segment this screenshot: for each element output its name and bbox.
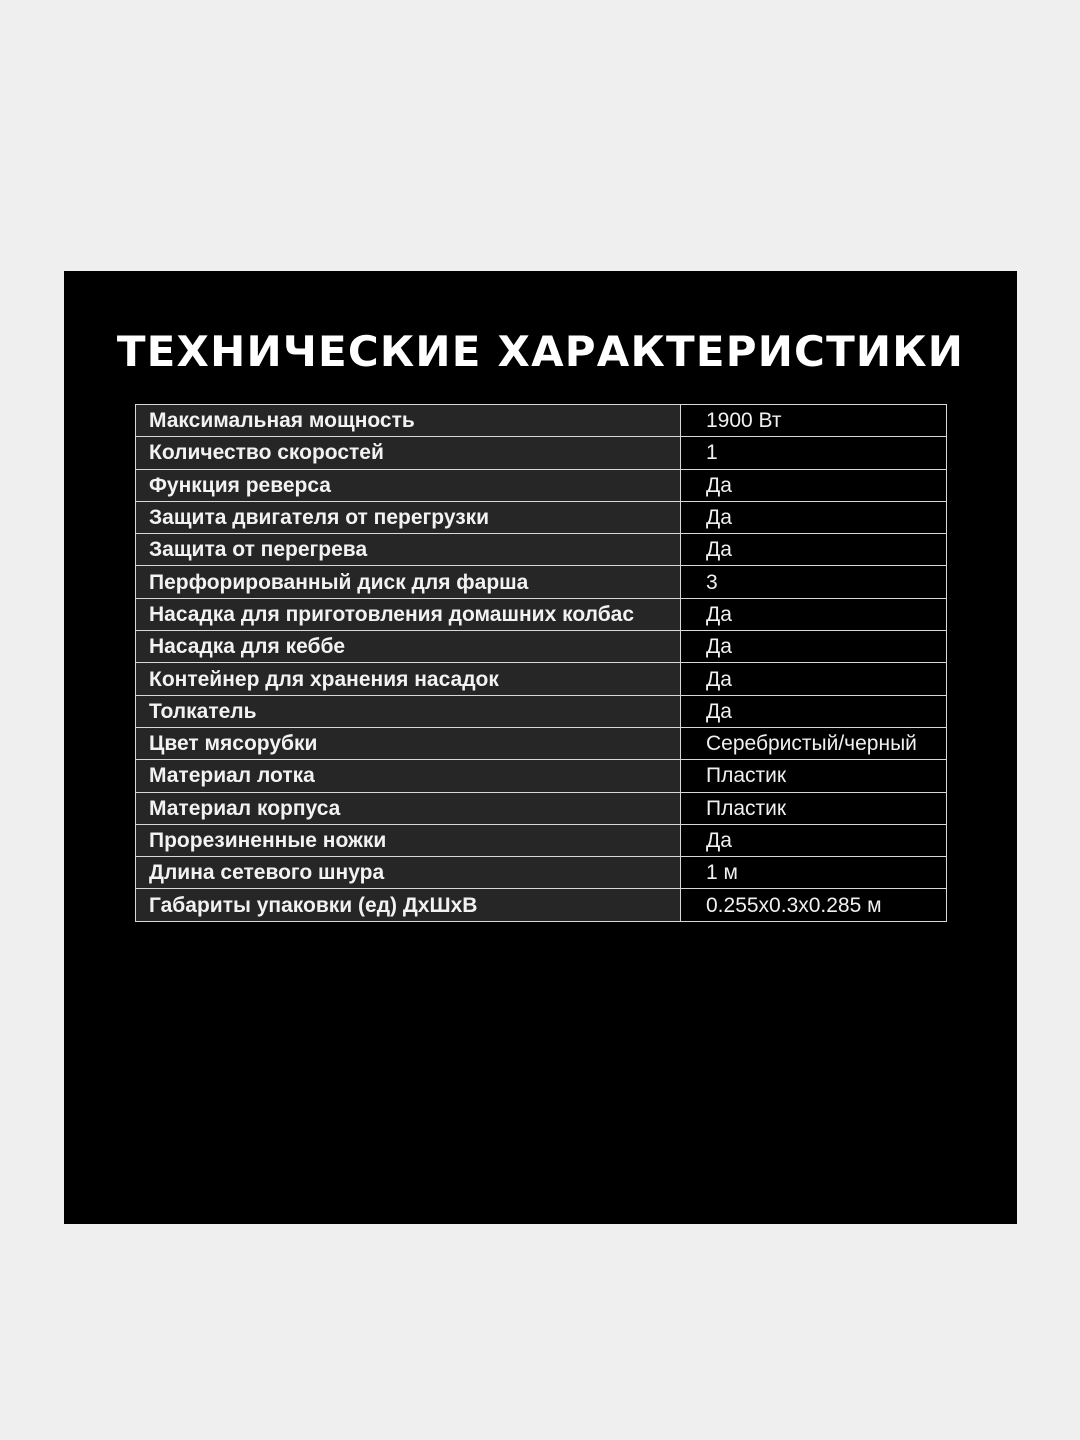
spec-value: Да — [681, 663, 947, 695]
spec-value: 1900 Вт — [681, 405, 947, 437]
spec-row — [136, 727, 947, 759]
spec-row — [136, 695, 947, 727]
spec-table — [135, 404, 947, 922]
spec-value: 1 — [681, 437, 947, 469]
spec-value: Да — [681, 695, 947, 727]
spec-value: 0.255x0.3x0.285 м — [681, 889, 947, 921]
spec-panel — [64, 271, 1017, 1224]
spec-row — [136, 663, 947, 695]
spec-row — [136, 534, 947, 566]
spec-row — [136, 631, 947, 663]
spec-name: Количество скоростей — [136, 437, 681, 469]
spec-table-body — [136, 405, 947, 922]
spec-row — [136, 824, 947, 856]
spec-value: Да — [681, 534, 947, 566]
spec-value: Пластик — [681, 760, 947, 792]
spec-row — [136, 760, 947, 792]
spec-name: Функция реверса — [136, 469, 681, 501]
spec-row — [136, 469, 947, 501]
spec-value: Да — [681, 469, 947, 501]
spec-name: Длина сетевого шнура — [136, 857, 681, 889]
spec-value: Да — [681, 598, 947, 630]
spec-value: Да — [681, 501, 947, 533]
spec-name: Перфорированный диск для фарша — [136, 566, 681, 598]
spec-name: Насадка для приготовления домашних колбас — [136, 598, 681, 630]
spec-name: Габариты упаковки (ед) ДхШхВ — [136, 889, 681, 921]
spec-row — [136, 792, 947, 824]
spec-name: Толкатель — [136, 695, 681, 727]
page-title: ТЕХНИЧЕСКИЕ ХАРАКТЕРИСТИКИ — [116, 327, 965, 376]
spec-name: Контейнер для хранения насадок — [136, 663, 681, 695]
spec-row — [136, 889, 947, 921]
spec-name: Материал лотка — [136, 760, 681, 792]
spec-row — [136, 857, 947, 889]
spec-value: 1 м — [681, 857, 947, 889]
spec-name: Материал корпуса — [136, 792, 681, 824]
spec-row — [136, 598, 947, 630]
spec-value: Пластик — [681, 792, 947, 824]
spec-name: Насадка для кеббе — [136, 631, 681, 663]
spec-row — [136, 437, 947, 469]
spec-value: Да — [681, 824, 947, 856]
spec-name: Цвет мясорубки — [136, 727, 681, 759]
spec-row — [136, 566, 947, 598]
spec-row — [136, 405, 947, 437]
spec-name: Защита от перегрева — [136, 534, 681, 566]
spec-row — [136, 501, 947, 533]
spec-value: 3 — [681, 566, 947, 598]
spec-name: Защита двигателя от перегрузки — [136, 501, 681, 533]
spec-value: Да — [681, 631, 947, 663]
spec-value: Серебристый/черный — [681, 727, 947, 759]
spec-name: Максимальная мощность — [136, 405, 681, 437]
spec-name: Прорезиненные ножки — [136, 824, 681, 856]
